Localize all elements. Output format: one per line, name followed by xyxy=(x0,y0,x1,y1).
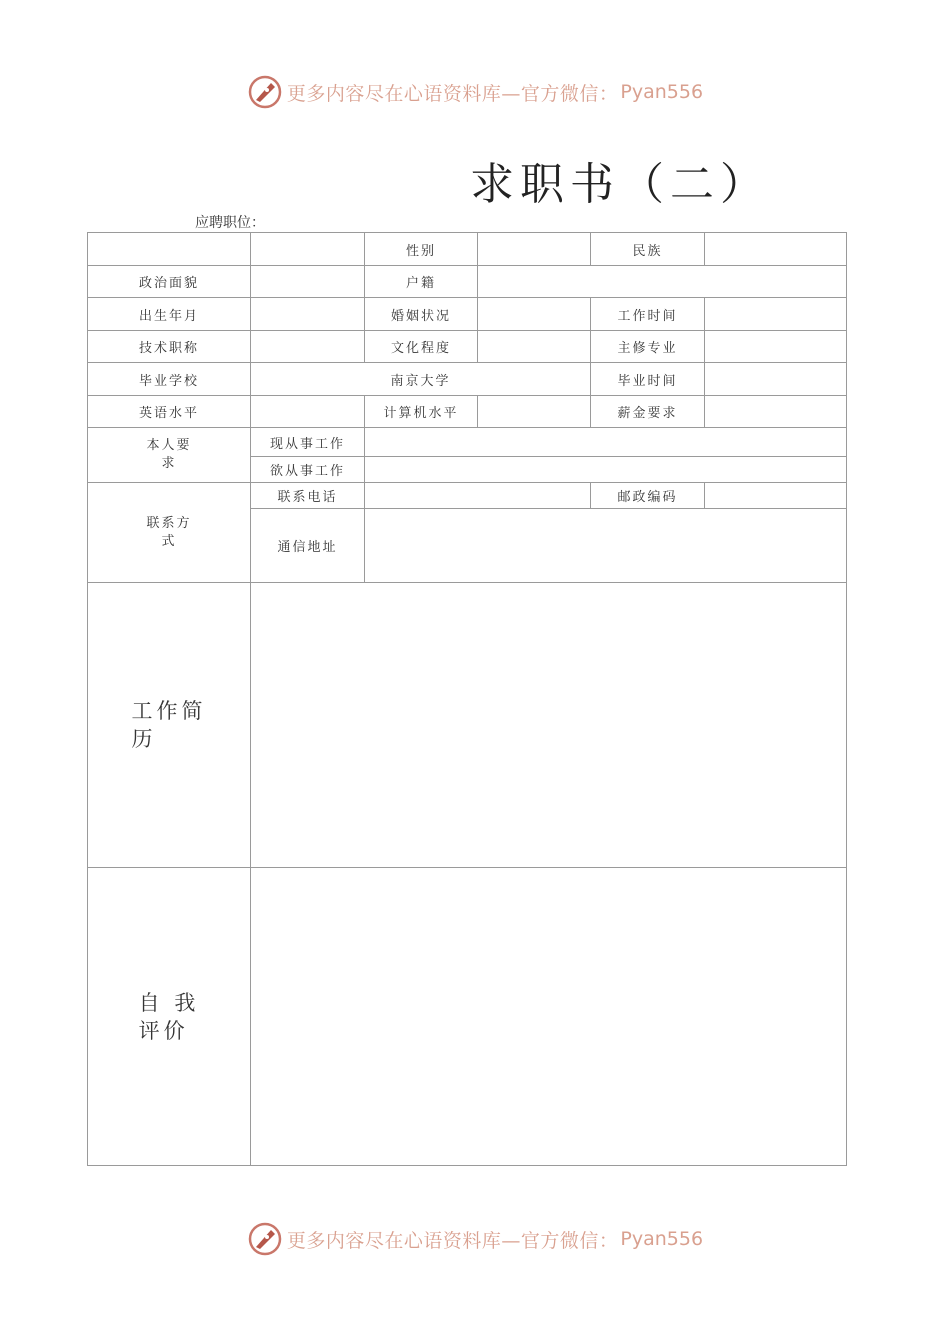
address-value-cell[interactable] xyxy=(365,509,847,583)
self-evaluation-content-cell[interactable] xyxy=(251,868,847,1166)
birth-date-value-cell[interactable] xyxy=(251,298,365,331)
work-start-time-label: 工作时间 xyxy=(591,298,705,331)
political-status-label: 政治面貌 xyxy=(88,266,251,298)
watermark-text: 更多内容尽在心语资料库—官方微信： xyxy=(286,1229,619,1252)
table-row xyxy=(88,298,847,331)
pen-nib-logo-icon xyxy=(247,1221,283,1257)
name-value-cell[interactable] xyxy=(251,233,365,266)
computer-level-label: 计算机水平 xyxy=(365,396,478,428)
desired-job-value-cell[interactable] xyxy=(365,457,847,483)
education-level-value-cell[interactable] xyxy=(478,331,591,363)
work-history-content-cell[interactable] xyxy=(251,583,847,868)
marital-status-label: 婚姻状况 xyxy=(365,298,478,331)
english-level-label: 英语水平 xyxy=(88,396,251,428)
work-history-line2: 历 xyxy=(131,727,157,751)
position-label: 应聘职位： xyxy=(195,215,265,231)
table-row xyxy=(88,363,847,396)
political-status-value-cell[interactable] xyxy=(251,266,365,298)
graduation-time-label: 毕业时间 xyxy=(591,363,705,396)
household-registration-label: 户籍 xyxy=(365,266,478,298)
address-label: 通信地址 xyxy=(251,509,365,583)
watermark-bottom xyxy=(0,1219,950,1259)
table-row xyxy=(88,428,847,457)
computer-level-value-cell[interactable] xyxy=(478,396,591,428)
current-job-value-cell[interactable] xyxy=(365,428,847,457)
contact-label xyxy=(88,483,251,583)
work-history-label xyxy=(88,583,251,868)
phone-label: 联系电话 xyxy=(251,483,365,509)
watermark-text: 更多内容尽在心语资料库—官方微信： xyxy=(286,82,619,105)
desired-job-label: 欲从事工作 xyxy=(251,457,365,483)
table-row xyxy=(88,396,847,428)
postal-code-value-cell[interactable] xyxy=(705,483,847,509)
document-title: 求职书（二） xyxy=(470,159,770,210)
ethnicity-value-cell[interactable] xyxy=(705,233,847,266)
work-start-time-value-cell[interactable] xyxy=(705,298,847,331)
technical-title-value-cell[interactable] xyxy=(251,331,365,363)
table-row xyxy=(88,583,847,868)
photo-name-cell xyxy=(88,233,251,266)
watermark-top xyxy=(0,72,950,112)
graduated-school-label: 毕业学校 xyxy=(88,363,251,396)
graduation-time-value-cell[interactable] xyxy=(705,363,847,396)
self-evaluation-label xyxy=(88,868,251,1166)
work-history-line1: 工作简 xyxy=(131,699,207,723)
gender-value-cell[interactable] xyxy=(478,233,591,266)
major-label: 主修专业 xyxy=(591,331,705,363)
personal-requirements-line2: 求 xyxy=(161,456,177,471)
birth-date-label: 出生年月 xyxy=(88,298,251,331)
graduated-school-value[interactable]: 南京大学 xyxy=(251,363,591,396)
ethnicity-label: 民族 xyxy=(591,233,705,266)
household-registration-value-cell[interactable] xyxy=(478,266,847,298)
application-form xyxy=(87,232,847,1166)
salary-requirement-value-cell[interactable] xyxy=(705,396,847,428)
table-row xyxy=(88,483,847,509)
table-row xyxy=(88,331,847,363)
current-job-label: 现从事工作 xyxy=(251,428,365,457)
table-row xyxy=(88,233,847,266)
salary-requirement-label: 薪金要求 xyxy=(591,396,705,428)
self-evaluation-line2: 评价 xyxy=(138,1018,189,1043)
personal-requirements-line1: 本人要 xyxy=(146,438,192,453)
postal-code-label: 邮政编码 xyxy=(591,483,705,509)
watermark-account: Pyan556 xyxy=(620,81,704,103)
contact-line2: 式 xyxy=(161,533,177,549)
english-level-value-cell[interactable] xyxy=(251,396,365,428)
table-row xyxy=(88,266,847,298)
technical-title-label: 技术职称 xyxy=(88,331,251,363)
gender-label: 性别 xyxy=(365,233,478,266)
pen-nib-logo-icon xyxy=(247,74,283,110)
phone-value-cell[interactable] xyxy=(365,483,591,509)
education-level-label: 文化程度 xyxy=(365,331,478,363)
table-row xyxy=(88,868,847,1166)
major-value-cell[interactable] xyxy=(705,331,847,363)
personal-requirements-label xyxy=(88,428,251,483)
marital-status-value-cell[interactable] xyxy=(478,298,591,331)
contact-line1: 联系方 xyxy=(146,515,192,531)
self-evaluation-line1: 自 我 xyxy=(138,990,200,1015)
watermark-account: Pyan556 xyxy=(620,1228,704,1250)
